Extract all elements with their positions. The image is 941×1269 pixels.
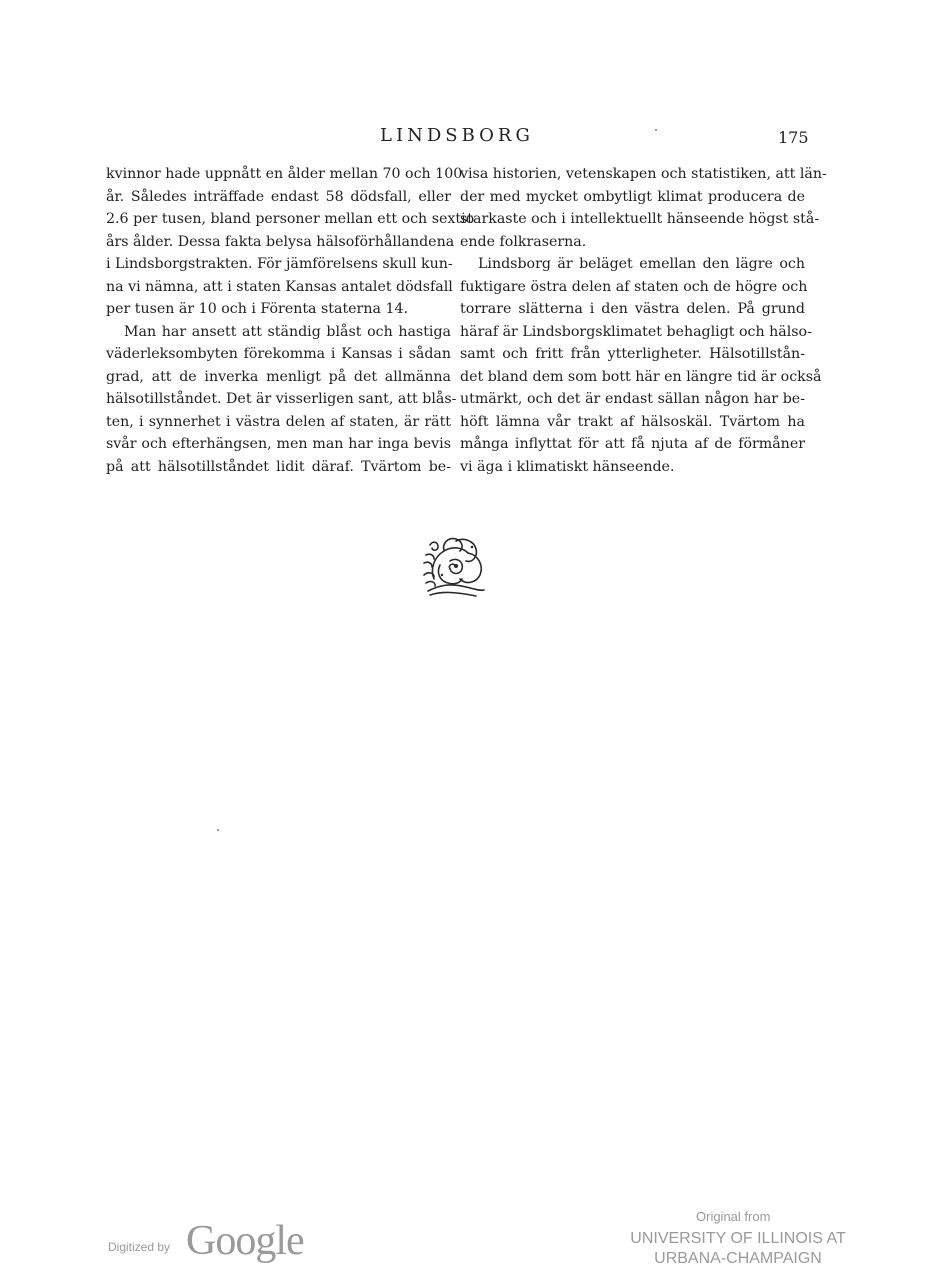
text-line: års ålder. Dessa fakta belysa hälsoförhållandena bbox=[106, 233, 455, 250]
text-line: torrare slätterna i den västra delen. På grund bbox=[460, 301, 805, 317]
text-line: i Lindsborgstrakten. För jämförelsens skull kun- bbox=[106, 256, 453, 272]
text-line: på att hälsotillståndet lidit däraf. Tvärtom be- bbox=[106, 458, 451, 475]
text-line: visa historien, vetenskapen och statistiken, att län- bbox=[460, 166, 827, 182]
text-line: svår och efterhängsen, men man har inga bevis bbox=[106, 436, 451, 452]
text-line: många inflyttat för att få njuta af de förmåner bbox=[460, 436, 805, 452]
digitized-by-label: Digitized by bbox=[108, 1240, 171, 1254]
university-attribution bbox=[624, 1229, 852, 1269]
paper-speck bbox=[217, 829, 219, 831]
original-from-label: Original from bbox=[696, 1209, 771, 1224]
running-title: LINDSBORG bbox=[380, 125, 534, 146]
text-line: väderleksombyten förekomma i Kansas i sådan bbox=[106, 346, 451, 362]
text-line: hälsotillståndet. Det är visserligen sant, att blås- bbox=[106, 391, 457, 407]
paper-speck bbox=[655, 129, 657, 131]
text-line: Man har ansett att ständig blåst och hastiga bbox=[124, 323, 451, 340]
right-text-column bbox=[460, 163, 827, 478]
google-logo: Google bbox=[186, 1218, 304, 1264]
university-line: UNIVERSITY OF ILLINOIS AT bbox=[630, 1230, 846, 1247]
text-line: fuktigare östra delen af staten och de högre och bbox=[460, 278, 808, 295]
text-line: år. Således inträffade endast 58 dödsfall, eller bbox=[106, 188, 451, 205]
university-line: URBANA-CHAMPAIGN bbox=[654, 1250, 822, 1267]
text-line: der med mycket ombytligt klimat producera de bbox=[460, 188, 805, 205]
text-line: höft lämna vår trakt af hälsoskäl. Tvärtom ha bbox=[460, 413, 805, 430]
text-line: ten, i synnerhet i västra delen af staten, är rätt bbox=[106, 413, 451, 430]
text-line: starkaste och i intellektuellt hänseende högst stå- bbox=[460, 211, 820, 227]
text-line: utmärkt, och det är endast sällan någon har be- bbox=[460, 391, 805, 407]
text-line: det bland dem som bott här en längre tid är också bbox=[460, 368, 822, 385]
text-line: kvinnor hade uppnått en ålder mellan 70 och 100 bbox=[106, 166, 463, 182]
text-line: na vi nämna, att i staten Kansas antalet dödsfall bbox=[106, 278, 453, 295]
text-line: vi äga i klimatiskt hänseende. bbox=[460, 458, 675, 475]
text-line: ende folkraserna. bbox=[460, 233, 587, 250]
text-line: samt och fritt från ytterligheter. Hälsotillstån- bbox=[460, 346, 805, 362]
floral-vignette-icon bbox=[420, 535, 488, 599]
text-line: 2.6 per tusen, bland personer mellan ett och sextio bbox=[106, 211, 475, 227]
text-line: grad, att de inverka menligt på det allmänna bbox=[106, 368, 451, 385]
left-text-column bbox=[106, 163, 475, 478]
text-line: Lindsborg är beläget emellan den lägre och bbox=[478, 256, 805, 272]
text-line: per tusen är 10 och i Förenta staterna 14. bbox=[106, 301, 409, 317]
text-line: häraf är Lindsborgsklimatet behagligt och hälso- bbox=[460, 323, 812, 340]
page-number: 175 bbox=[778, 128, 809, 147]
